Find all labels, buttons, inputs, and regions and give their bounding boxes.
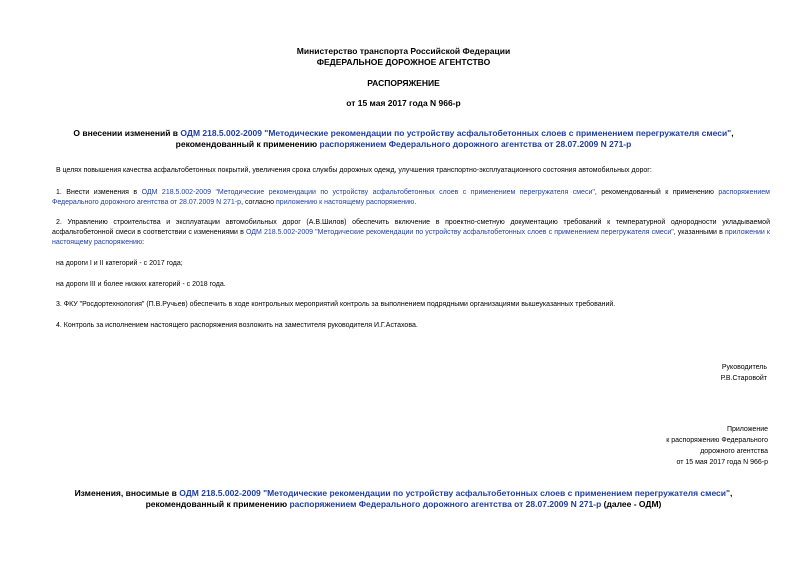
changes-title-line2 (0, 499, 807, 510)
document-title-line2 (0, 139, 807, 150)
ministry-name: Министерство транспорта Российской Федерации (296, 46, 511, 56)
paragraph-1 (52, 188, 770, 208)
intro-paragraph: В целях повышения качества асфальтобетонных покрытий, увеличения срока службы дорожных одежд, улучшения транспортно-эксплуатационного состояния автомобильных дорог: (56, 167, 652, 174)
p1-mid: , рекомендованный к применению (594, 189, 719, 196)
p1-appendix-link[interactable]: приложению к настоящему распоряжению (276, 199, 415, 206)
paragraph-3: 3. ФКУ "Росдортехнология" (П.В.Ручьев) обеспечить в ходе контрольных мероприятий контроль за выполнением подрядными организациями вышеуказанных требований. (56, 301, 616, 308)
changes-title-suffix: , (730, 488, 733, 498)
p1-prefix: 1. Внести изменения в (56, 189, 142, 196)
p2-odm-link[interactable]: ОДМ 218.5.002-2009 "Методические рекомендации по устройству асфальтобетонных слоев с применением перегружателя смеси" (245, 229, 674, 236)
paragraph-2 (52, 218, 770, 248)
changes-title-prefix: Изменения, вносимые в (74, 488, 180, 498)
p1-order-link[interactable]: распоряжением Федерального дорожного агентства от 28.07.2009 N 271-р (52, 189, 770, 206)
p2-appendix-link[interactable]: приложении к настоящему распоряжению (52, 229, 770, 246)
appendix-line1: к распоряжению Федерального (666, 437, 768, 444)
document-date: от 15 мая 2017 года N 966-р (346, 98, 461, 108)
title-odm-link[interactable]: ОДМ 218.5.002-2009 "Методические рекомендации по устройству асфальтобетонных слоев с применением перегружателя смеси" (180, 128, 732, 138)
changes-line2-prefix: рекомендованный к применению (145, 499, 290, 509)
signature-role: Руководитель (721, 364, 767, 371)
appendix-line3: от 15 мая 2017 года N 966-р (676, 459, 768, 466)
paragraph-4: 4. Контроль за исполнением настоящего распоряжения возложить на заместителя руководителя И.Г.Астахова. (56, 322, 418, 329)
p1-odm-link[interactable]: ОДМ 218.5.002-2009 "Методические рекомендации по устройству асфальтобетонных слоев с применением перегружателя смеси" (141, 189, 595, 196)
agency-name: ФЕДЕРАЛЬНОЕ ДОРОЖНОЕ АГЕНТСТВО (316, 57, 491, 67)
title-prefix: О внесении изменений в (73, 128, 181, 138)
changes-order-link[interactable]: распоряжением Федерального дорожного агентства от 28.07.2009 N 271-р (289, 499, 602, 509)
p1-mid2: , согласно (241, 199, 277, 206)
changes-line2-suffix: (далее - ОДМ) (601, 499, 662, 509)
p1-end: . (414, 199, 417, 206)
document-title-line1 (0, 128, 807, 139)
appendix-label: Приложение (726, 426, 768, 433)
signature-name: Р.В.Старовойт (720, 375, 767, 382)
changes-title-line1 (0, 488, 807, 499)
p2-mid: , указанными в (673, 229, 725, 236)
roads-category-1-2: на дороги I и II категорий - с 2017 года; (56, 260, 183, 267)
title-suffix: , (731, 128, 734, 138)
appendix-line2: дорожного агентства (700, 448, 768, 455)
p2-prefix: 2. Управлению строительства и эксплуатации автомобильных дорог (А.В.Шилов) обеспечить включение в проектно-сметную документацию требований к температурной однородности укладываемой асфальтобетонной смеси в соответствии с изменениями в (52, 219, 770, 236)
p2-end: : (142, 239, 145, 246)
changes-odm-link[interactable]: ОДМ 218.5.002-2009 "Методические рекомендации по устройству асфальтобетонных слоев с применением перегружателя смеси" (179, 488, 731, 498)
roads-category-3: на дороги III и более низких категорий - с 2018 года. (56, 281, 226, 288)
document-type: РАСПОРЯЖЕНИЕ (367, 78, 440, 88)
title-line2-prefix: рекомендованный к применению (175, 139, 320, 149)
title-order-link[interactable]: распоряжением Федерального дорожного агентства от 28.07.2009 N 271-р (319, 139, 632, 149)
